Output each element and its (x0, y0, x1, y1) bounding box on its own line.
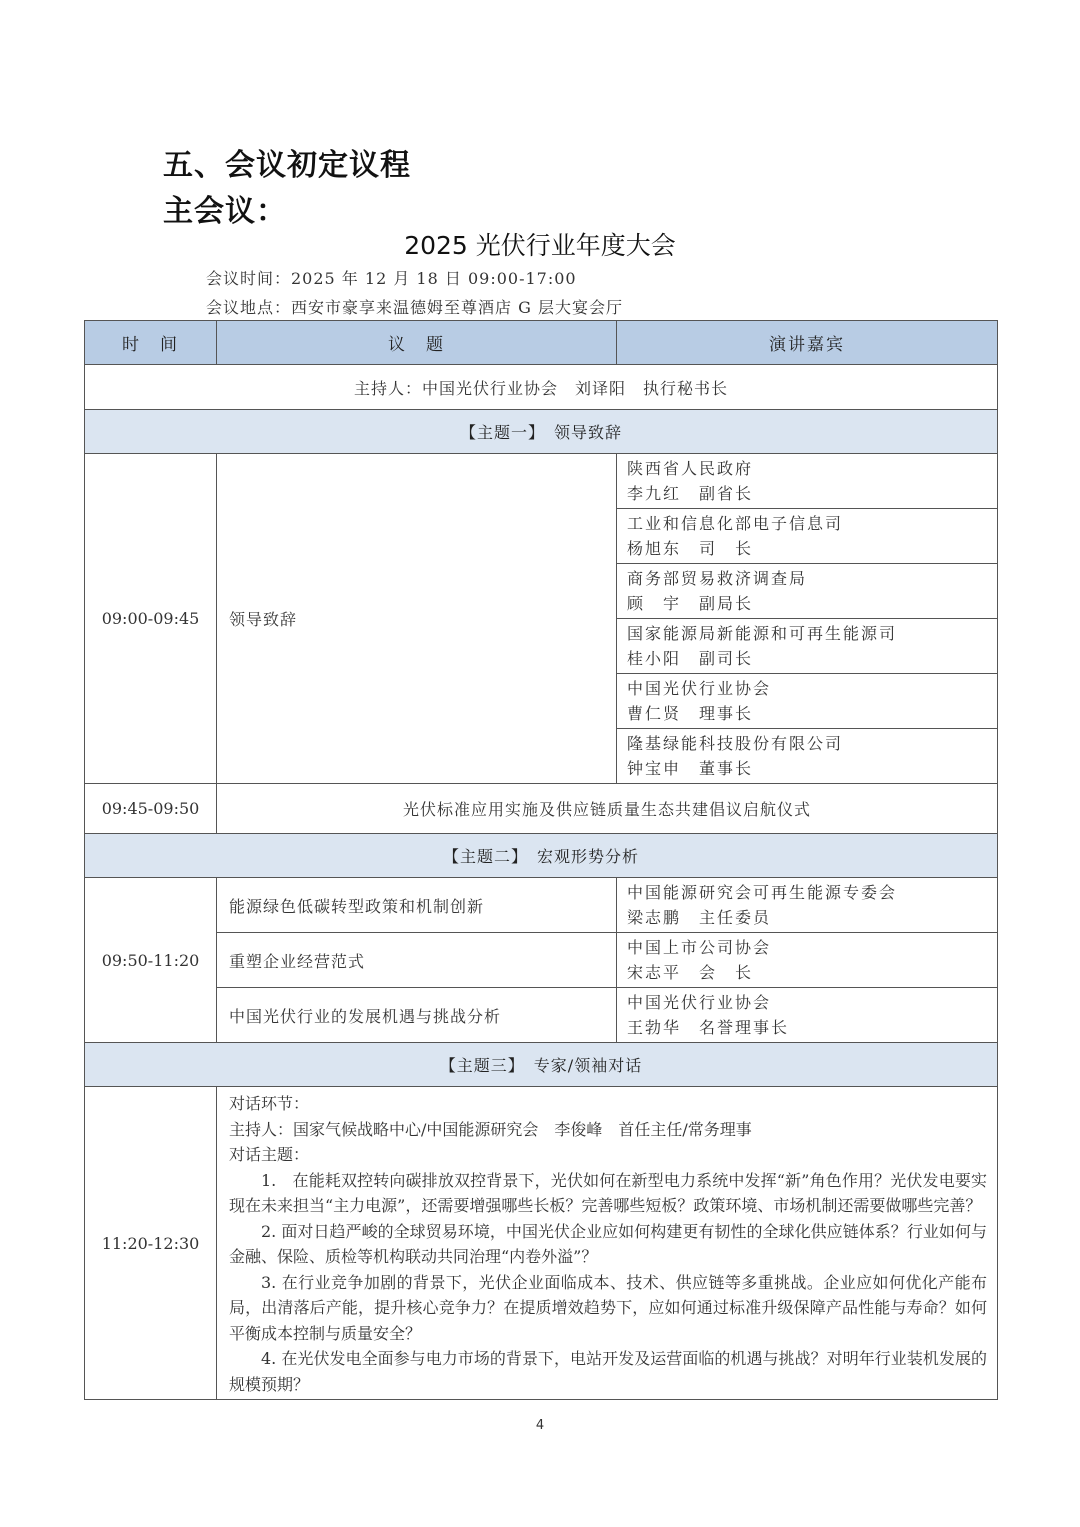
time-cell: 09:45-09:50 (85, 784, 217, 834)
speaker-cell (617, 564, 998, 619)
host-row (85, 365, 998, 410)
speaker-org: 中国能源研究会可再生能源专委会 (627, 883, 898, 902)
theme3-title: 【主题三】 专家/领袖对话 (85, 1043, 998, 1087)
speaker-org: 商务部贸易救济调查局 (627, 569, 808, 588)
speaker-name: 顾 宇 副局长 (627, 594, 754, 613)
host-text: 主持人：中国光伏行业协会 刘译阳 执行秘书长 (85, 365, 998, 410)
speaker-org: 国家能源局新能源和可再生能源司 (627, 624, 898, 643)
dialog-label: 对话环节： (229, 1094, 310, 1113)
section-heading: 五、会议初定议程 (163, 148, 411, 183)
speaker-cell (617, 933, 998, 988)
speaker-cell (617, 729, 998, 784)
table-row (85, 988, 998, 1043)
ceremony-row (85, 784, 998, 834)
ceremony-title: 光伏标准应用实施及供应链质量生态共建倡议启航仪式 (217, 784, 998, 834)
speaker-cell (617, 674, 998, 729)
table-row (85, 878, 998, 933)
header-topic: 议 题 (217, 321, 617, 365)
table-row (85, 933, 998, 988)
topic-cell: 重塑企业经营范式 (217, 933, 617, 988)
dialog-cell (217, 1087, 998, 1400)
dialog-topics-label: 对话主题： (229, 1145, 310, 1164)
theme2-title: 【主题二】 宏观形势分析 (85, 834, 998, 878)
theme-row (85, 834, 998, 878)
meeting-location: 会议地点：西安市豪享来温德姆至尊酒店 G 层大宴会厅 (206, 298, 623, 317)
dialog-question: 3. 在行业竞争加剧的背景下，光伏企业面临成本、技术、供应链等多重挑战。企业应如何优化产能布局，出清落后产能，提升核心竞争力？在提质增效趋势下，应如何通过标准升级保障产品性能与寿命？如何平衡成本控制与质量安全？ (229, 1272, 987, 1343)
conference-title: 2025 光伏行业年度大会 (404, 231, 676, 260)
speaker-name: 杨旭东 司 长 (627, 539, 754, 558)
dialog-host: 主持人：国家气候战略中心/中国能源研究会 李俊峰 首任主任/常务理事 (229, 1119, 752, 1139)
speaker-name: 钟宝申 董事长 (627, 759, 754, 778)
speaker-cell (617, 454, 998, 509)
subheading: 主会议： (163, 194, 287, 229)
speaker-cell (617, 878, 998, 933)
dialog-question: 1. 在能耗双控转向碳排放双控背景下，光伏如何在新型电力系统中发挥“新”角色作用？光伏发电要实现在未来担当“主力电源”，还需要增强哪些长板？完善哪些短板？政策环境、市场机制还需要做哪些完善？ (229, 1170, 987, 1215)
dialog-question: 2. 面对日趋严峻的全球贸易环境，中国光伏企业应如何构建更有韧性的全球化供应链体系？行业如何与金融、保险、质检等机构联动共同治理“内卷外溢”？ (229, 1221, 987, 1266)
speaker-name: 宋志平 会 长 (627, 963, 754, 982)
theme1-title: 【主题一】 领导致辞 (85, 410, 998, 454)
speaker-org: 陕西省人民政府 (627, 459, 754, 478)
meeting-time: 会议时间：2025 年 12 月 18 日 09:00-17:00 (206, 269, 577, 288)
speaker-cell (617, 619, 998, 674)
time-cell: 09:00-09:45 (85, 454, 217, 784)
theme-row (85, 1043, 998, 1087)
header-time: 时 间 (85, 321, 217, 365)
table-header-row (85, 321, 998, 365)
speaker-org: 中国上市公司协会 (627, 938, 772, 957)
speaker-name: 曹仁贤 理事长 (627, 704, 754, 723)
speaker-cell (617, 509, 998, 564)
table-row (85, 454, 998, 509)
speaker-org: 工业和信息化部电子信息司 (627, 514, 844, 533)
speaker-org: 中国光伏行业协会 (627, 993, 772, 1012)
speaker-name: 李九红 副省长 (627, 484, 754, 503)
speaker-name: 梁志鹏 主任委员 (627, 908, 772, 927)
speaker-cell (617, 988, 998, 1043)
dialog-question: 4. 在光伏发电全面参与电力市场的背景下，电站开发及运营面临的机遇与挑战？对明年行业装机发展的规模预期？ (229, 1349, 987, 1394)
topic-cell: 中国光伏行业的发展机遇与挑战分析 (217, 988, 617, 1043)
speaker-name: 王勃华 名誉理事长 (627, 1018, 790, 1037)
page-number: 4 (535, 1418, 545, 1433)
topic-cell: 领导致辞 (217, 454, 617, 784)
agenda-table (84, 320, 998, 1400)
speaker-org: 中国光伏行业协会 (627, 679, 772, 698)
speaker-name: 桂小阳 副司长 (627, 649, 754, 668)
topic-cell: 能源绿色低碳转型政策和机制创新 (217, 878, 617, 933)
speaker-org: 隆基绿能科技股份有限公司 (627, 734, 844, 753)
time-cell: 11:20-12:30 (85, 1087, 217, 1400)
theme-row (85, 410, 998, 454)
header-speakers: 演讲嘉宾 (617, 321, 998, 365)
time-cell: 09:50-11:20 (85, 878, 217, 1043)
table-row (85, 1087, 998, 1400)
